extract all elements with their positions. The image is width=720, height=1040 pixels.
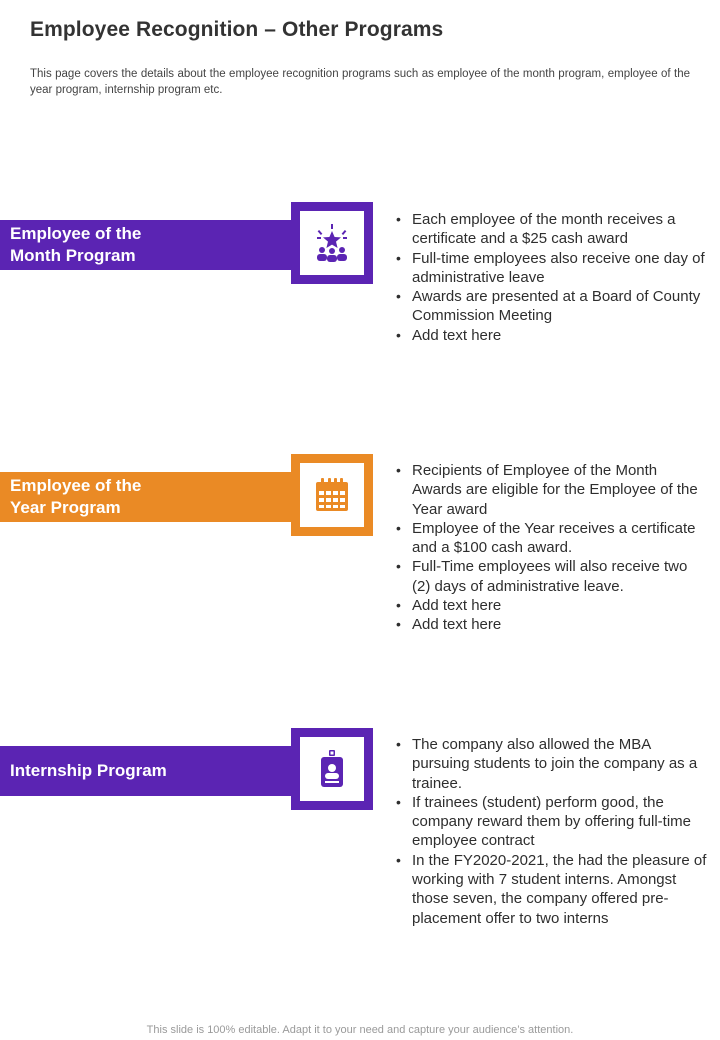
list-item: • If trainees (student) perform good, the company reward them by offering full-time employee contract: [394, 793, 708, 851]
year-program-title-line-2: Year Program: [10, 498, 121, 517]
list-item: • Recipients of Employee of the Month Awards are eligible for the Employee of the Year award: [394, 461, 708, 519]
month-program-band: [0, 220, 300, 270]
list-item: • In the FY2020-2021, the had the pleasure of working with 7 student interns. Amongst those seven, the company offered pre-placement offer to two interns: [394, 851, 708, 928]
year-program-title-line-1: Employee of the: [10, 476, 142, 495]
internship-program-icon-box: [291, 728, 373, 810]
award-star-team-icon: [312, 223, 352, 263]
list-item: • Awards are presented at a Board of County Commission Meeting: [394, 287, 708, 326]
month-program-bullet-list: [394, 210, 708, 345]
month-program-title-line-2: Month Program: [10, 246, 136, 265]
list-item: • Full-time employees also receive one day of administrative leave: [394, 249, 708, 288]
intro-paragraph: This page covers the details about the employee recognition programs such as employee of the month program, employee of the year program, internship program etc.: [30, 68, 690, 96]
year-program-band: [0, 472, 300, 522]
internship-program-band: [0, 746, 300, 796]
internship-program-bullet-list: [394, 735, 708, 928]
list-item: • Add text here: [394, 596, 708, 615]
list-item: • Each employee of the month receives a certificate and a $25 cash award: [394, 210, 708, 249]
footer-note: This slide is 100% editable. Adapt it to your need and capture your audience’s attention.: [146, 1024, 574, 1036]
list-item: • Add text here: [394, 326, 708, 345]
page-title: Employee Recognition – Other Programs: [30, 18, 444, 41]
month-program-icon-box: [291, 202, 373, 284]
month-program-title-line-1: Employee of the: [10, 224, 142, 243]
list-item: • Add text here: [394, 615, 708, 634]
calendar-icon: [312, 475, 352, 515]
list-item: • The company also allowed the MBA pursuing students to join the company as a trainee.: [394, 735, 708, 793]
list-item: • Full-Time employees will also receive two (2) days of administrative leave.: [394, 557, 708, 596]
year-program-icon-box: [291, 454, 373, 536]
internship-program-title: Internship Program: [10, 761, 167, 780]
list-item: • Employee of the Year receives a certificate and a $100 cash award.: [394, 519, 708, 558]
id-badge-icon: [312, 749, 352, 789]
year-program-bullet-list: [394, 461, 708, 635]
